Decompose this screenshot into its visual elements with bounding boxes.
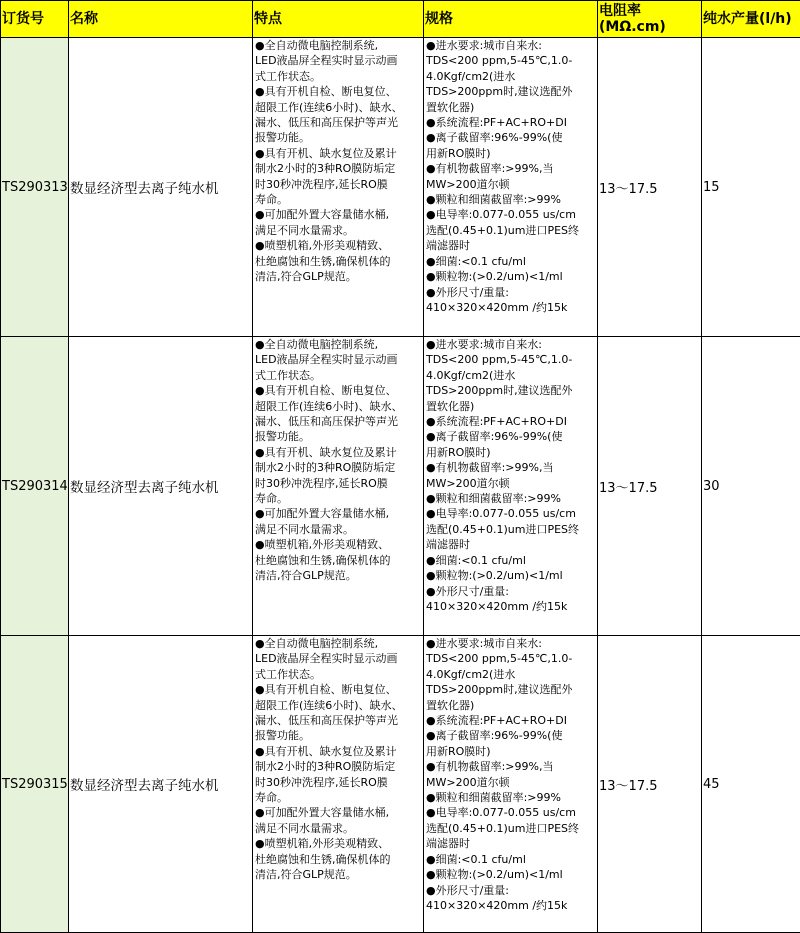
feature-line: ●喷塑机箱,外形美观精致、	[255, 239, 390, 253]
feature-line: ●具有开机自检、断电复位、	[255, 85, 397, 99]
output-cell: 15	[702, 38, 800, 337]
header-features: 特点	[253, 1, 424, 38]
spec-line: ●外形尺寸/重量:	[426, 883, 510, 897]
header-specs: 规格	[424, 1, 598, 38]
spec-line: 4.0Kgf/cm2(进水	[426, 368, 516, 382]
spec-line: TDS>200ppm时,建议选配外	[426, 85, 573, 99]
spec-line: 410×320×420mm /约15k	[426, 599, 568, 613]
output-cell: 30	[702, 337, 800, 636]
table-row	[1, 337, 800, 636]
spec-line: 端滤器时	[426, 538, 470, 552]
feature-line: ●具有开机自检、断电复位、	[255, 683, 397, 697]
order-number-cell: TS290313	[1, 38, 69, 337]
spec-line: ●进水要求:城市自来水:	[426, 338, 543, 351]
order-number-cell: TS290315	[1, 636, 69, 933]
spec-line: ●外形尺寸/重量:	[426, 285, 510, 299]
feature-line: 寿命。	[255, 791, 288, 805]
feature-line: 报警功能。	[255, 729, 310, 743]
feature-line: 清洁,符合GLP规范。	[255, 569, 357, 583]
product-name-cell: 数显经济型去离子纯水机	[69, 636, 253, 933]
spec-line: ●外形尺寸/重量:	[426, 584, 510, 598]
spec-line: 置软化器)	[426, 698, 475, 712]
feature-line: ●喷塑机箱,外形美观精致、	[255, 837, 390, 851]
feature-line: ●可加配外置大容量储水桶,	[255, 208, 390, 222]
feature-line: 制水2小时的3种RO膜防垢定	[255, 162, 396, 176]
feature-line: 时30秒冲洗程序,延长RO膜	[255, 775, 388, 789]
spec-line: ●有机物截留率:>99%,当	[426, 760, 554, 774]
spec-line: 端滤器时	[426, 837, 470, 851]
spec-line: TDS<200 ppm,5-45℃,1.0-	[426, 353, 573, 367]
feature-line: ●喷塑机箱,外形美观精致、	[255, 538, 390, 552]
feature-line: 寿命。	[255, 492, 288, 506]
resistivity-cell: 13～17.5	[598, 38, 702, 337]
spec-line: ●有机物截留率:>99%,当	[426, 162, 554, 176]
feature-line: 超限工作(连续6小时)、缺水、	[255, 399, 403, 413]
product-name-cell: 数显经济型去离子纯水机	[69, 38, 253, 337]
feature-line: ●具有开机、缺水复位及累计	[255, 146, 397, 160]
spec-line: ●颗粒物:(>0.2/um)<1/ml	[426, 868, 563, 882]
spec-line: 端滤器时	[426, 239, 470, 253]
feature-line: 满足不同水量需求。	[255, 821, 354, 835]
header-order-no: 订货号	[1, 1, 69, 38]
spec-line: 置软化器)	[426, 399, 475, 413]
spec-line: ●细菌:<0.1 cfu/ml	[426, 553, 526, 567]
spec-line: ●颗粒和细菌截留率:>99%	[426, 193, 561, 207]
table-body	[1, 38, 800, 933]
feature-line: 式工作状态。	[255, 368, 321, 382]
spec-line: TDS<200 ppm,5-45℃,1.0-	[426, 54, 573, 68]
spec-line: 选配(0.45+0.1)um进口PES终	[426, 522, 580, 536]
spec-line: 4.0Kgf/cm2(进水	[426, 667, 516, 681]
feature-line: 清洁,符合GLP规范。	[255, 868, 357, 882]
spec-line: MW>200道尔顿	[426, 775, 510, 789]
feature-line: ●具有开机自检、断电复位、	[255, 384, 397, 398]
feature-line: 式工作状态。	[255, 667, 321, 681]
spec-line: ●颗粒和细菌截留率:>99%	[426, 791, 561, 805]
spec-line: 选配(0.45+0.1)um进口PES终	[426, 223, 580, 237]
feature-line: 寿命。	[255, 193, 288, 207]
spec-line: ●电导率:0.077-0.055 us/cm	[426, 208, 576, 222]
feature-line: ●全自动微电脑控制系统,	[255, 39, 379, 52]
features-cell	[253, 636, 424, 933]
spec-line: 4.0Kgf/cm2(进水	[426, 69, 516, 83]
feature-line: 式工作状态。	[255, 69, 321, 83]
feature-line: 制水2小时的3种RO膜防垢定	[255, 461, 396, 475]
spec-line: ●颗粒和细菌截留率:>99%	[426, 492, 561, 506]
spec-line: MW>200道尔顿	[426, 177, 510, 191]
feature-line: ●可加配外置大容量储水桶,	[255, 507, 390, 521]
spec-line: 选配(0.45+0.1)um进口PES终	[426, 821, 580, 835]
spec-line: ●离子截留率:96%-99%(使	[426, 729, 563, 743]
spec-line: ●颗粒物:(>0.2/um)<1/ml	[426, 270, 563, 284]
order-number-cell: TS290314	[1, 337, 69, 636]
spec-line: ●电导率:0.077-0.055 us/cm	[426, 507, 576, 521]
spec-line: ●系统流程:PF+AC+RO+DI	[426, 116, 567, 130]
features-cell	[253, 337, 424, 636]
feature-line: 清洁,符合GLP规范。	[255, 270, 357, 284]
feature-line: 杜绝腐蚀和生锈,确保机体的	[255, 852, 391, 866]
feature-line: 时30秒冲洗程序,延长RO膜	[255, 476, 388, 490]
feature-line: ●可加配外置大容量储水桶,	[255, 806, 390, 820]
feature-line: 超限工作(连续6小时)、缺水、	[255, 100, 403, 114]
spec-line: 用新RO膜时)	[426, 744, 491, 758]
spec-line: ●离子截留率:96%-99%(使	[426, 430, 563, 444]
spec-line: 410×320×420mm /约15k	[426, 898, 568, 912]
feature-line: 漏水、低压和高压保护等声光	[255, 116, 398, 130]
feature-line: 漏水、低压和高压保护等声光	[255, 415, 398, 429]
spec-line: TDS>200ppm时,建议选配外	[426, 683, 573, 697]
feature-line: 满足不同水量需求。	[255, 522, 354, 536]
spec-line: ●细菌:<0.1 cfu/ml	[426, 254, 526, 268]
header-resistivity-unit: (MΩ.cm)	[599, 19, 666, 35]
feature-line: 制水2小时的3种RO膜防垢定	[255, 760, 396, 774]
spec-line: ●离子截留率:96%-99%(使	[426, 131, 563, 145]
features-cell	[253, 38, 424, 337]
spec-line: 置软化器)	[426, 100, 475, 114]
feature-line: ●全自动微电脑控制系统,	[255, 338, 379, 351]
header-name: 名称	[69, 1, 253, 38]
feature-line: LED液晶屏全程实时显示动画	[255, 353, 398, 367]
feature-line: 漏水、低压和高压保护等声光	[255, 714, 398, 728]
spec-line: ●细菌:<0.1 cfu/ml	[426, 852, 526, 866]
feature-line: 报警功能。	[255, 131, 310, 145]
specs-cell	[424, 38, 598, 337]
specs-cell	[424, 337, 598, 636]
spec-line: ●系统流程:PF+AC+RO+DI	[426, 714, 567, 728]
spec-line: ●系统流程:PF+AC+RO+DI	[426, 415, 567, 429]
spec-line: 410×320×420mm /约15k	[426, 300, 568, 314]
feature-line: 满足不同水量需求。	[255, 223, 354, 237]
feature-line: 报警功能。	[255, 430, 310, 444]
resistivity-cell: 13～17.5	[598, 337, 702, 636]
spec-line: ●颗粒物:(>0.2/um)<1/ml	[426, 569, 563, 583]
feature-line: ●具有开机、缺水复位及累计	[255, 445, 397, 459]
spec-line: ●电导率:0.077-0.055 us/cm	[426, 806, 576, 820]
resistivity-cell: 13～17.5	[598, 636, 702, 933]
feature-line: LED液晶屏全程实时显示动画	[255, 54, 398, 68]
header-row	[1, 1, 800, 38]
feature-line: 时30秒冲洗程序,延长RO膜	[255, 177, 388, 191]
feature-line: 杜绝腐蚀和生锈,确保机体的	[255, 553, 391, 567]
feature-line: 超限工作(连续6小时)、缺水、	[255, 698, 403, 712]
output-cell: 45	[702, 636, 800, 933]
feature-line: LED液晶屏全程实时显示动画	[255, 652, 398, 666]
spec-line: 用新RO膜时)	[426, 146, 491, 160]
feature-line: ●具有开机、缺水复位及累计	[255, 744, 397, 758]
spec-line: ●进水要求:城市自来水:	[426, 637, 543, 650]
spec-line: TDS>200ppm时,建议选配外	[426, 384, 573, 398]
feature-line: 杜绝腐蚀和生锈,确保机体的	[255, 254, 391, 268]
table-row	[1, 38, 800, 337]
header-resistivity	[598, 1, 702, 38]
spec-line: 用新RO膜时)	[426, 445, 491, 459]
table-row	[1, 636, 800, 933]
product-name-cell: 数显经济型去离子纯水机	[69, 337, 253, 636]
header-resistivity-label: 电阻率	[599, 3, 641, 19]
spec-line: ●有机物截留率:>99%,当	[426, 461, 554, 475]
spec-line: ●进水要求:城市自来水:	[426, 39, 543, 52]
spec-line: TDS<200 ppm,5-45℃,1.0-	[426, 652, 573, 666]
spec-line: MW>200道尔顿	[426, 476, 510, 490]
feature-line: ●全自动微电脑控制系统,	[255, 637, 379, 650]
specs-cell	[424, 636, 598, 933]
header-output: 纯水产量(l/h)	[702, 1, 800, 38]
